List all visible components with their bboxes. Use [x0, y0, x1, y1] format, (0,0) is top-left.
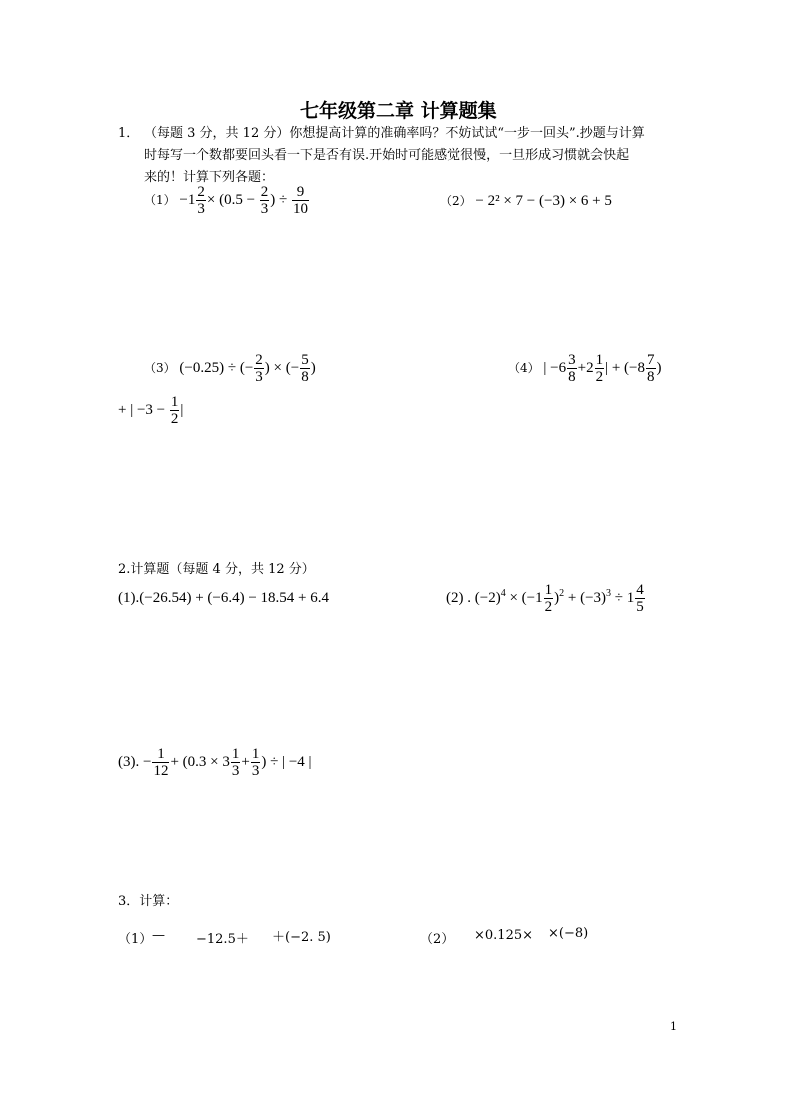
section3-heading: 3．计算： [118, 894, 179, 909]
fraction: $\frac{1}{2}$ [595, 352, 604, 385]
problem-label: （1） [144, 192, 176, 207]
fraction: $\frac{4}{5}$ [636, 582, 644, 615]
fraction: $\frac{7}{8}$ [647, 352, 655, 385]
problem-3-2-label: （2） [420, 932, 455, 947]
problem-1-3: （3） (−0.25) ÷ (− $\frac{2}{3}$ ) × (− $\frac{5}{8}$ ) [144, 352, 316, 385]
problem-3-1-part-a: — [152, 928, 165, 943]
section1-intro-line3: 来的！计算下列各题： [144, 170, 275, 185]
problem-1-4-continuation: + | −3 − $\frac{1}{2}$ | [118, 394, 184, 427]
fraction: $\frac{1}{2}$ [544, 582, 553, 615]
problem-2-3: (3). − $\frac{1}{12}$ + (0.3 × 3 $\frac{1}{3}$ + $\frac{1}{3}$ ) ÷ | −4 | [118, 746, 312, 779]
problem-label: (2) . [446, 589, 471, 606]
section1-intro-line2: 时每写一个数都要回头看一下是否有误.开始时可能感觉很慢，一旦形成习惯就会快起 [144, 148, 630, 163]
problem-3-1-part-c: ＋(−2. 5) [272, 930, 331, 945]
problem-3-1-part-b: −12.5＋ [196, 932, 249, 947]
fraction: $\frac{1}{3}$ [251, 746, 260, 779]
fraction: $\frac{1}{2}$ [170, 394, 179, 427]
page-number: 1 [670, 1020, 677, 1033]
fraction: $\frac{2}{3}$ [197, 184, 205, 217]
problem-label: （4） [508, 360, 540, 375]
fraction: $\frac{1}{12}$ [153, 746, 169, 779]
problem-3-2-part-a: ×0.125× [474, 928, 534, 943]
problem-expression: − 2² × 7 − (−3) × 6 + 5 [475, 193, 612, 209]
fraction: $\frac{3}{8}$ [568, 352, 576, 385]
fraction: $\frac{2}{3}$ [255, 352, 263, 385]
problem-label: （2） [440, 194, 472, 208]
problem-2-2: (2) . $(-2)^4 \times (-1$ $\frac{1}{2}$ )$^2 + (-3)^3 \div 1$ $\frac{4}{5}$ [446, 582, 644, 615]
problem-label: (3). [118, 753, 140, 770]
problem-label: （3） [144, 360, 176, 375]
problem-2-1: (1).(−26.54) + (−6.4) − 18.54 + 6.4 [118, 590, 330, 606]
problem-3-1-label: （1） [118, 932, 153, 947]
problem-3-2-part-b: ×(−8) [548, 926, 589, 941]
problem-1-2 [440, 192, 612, 210]
page-title: 七年级第二章 计算题集 [300, 100, 497, 122]
problem-tail: ÷ | −4 | [270, 753, 312, 770]
section2-heading: 2.计算题（每题 4 分，共 12 分） [118, 562, 315, 577]
fraction: $\frac{2}{3}$ [260, 184, 269, 217]
fraction: $\frac{9}{10}$ [293, 184, 309, 217]
fraction: $\frac{1}{3}$ [231, 746, 240, 779]
section1-intro-line1: （每题 3 分，共 12 分）你想提高计算的准确率吗？不妨试试“一步一回头”.抄题与计算 [144, 126, 645, 141]
problem-1-1: （1） −1 $\frac{2}{3}$ × (0.5 − $\frac{2}{3}$ ) ÷ $\frac{9}{10}$ [144, 184, 309, 217]
fraction: $\frac{5}{8}$ [301, 352, 309, 385]
problem-1-4: （4） | −6 $\frac{3}{8}$ +2 $\frac{1}{2}$ | + (−8 $\frac{7}{8}$ ) [508, 352, 662, 385]
section1-number: 1． [118, 126, 140, 141]
